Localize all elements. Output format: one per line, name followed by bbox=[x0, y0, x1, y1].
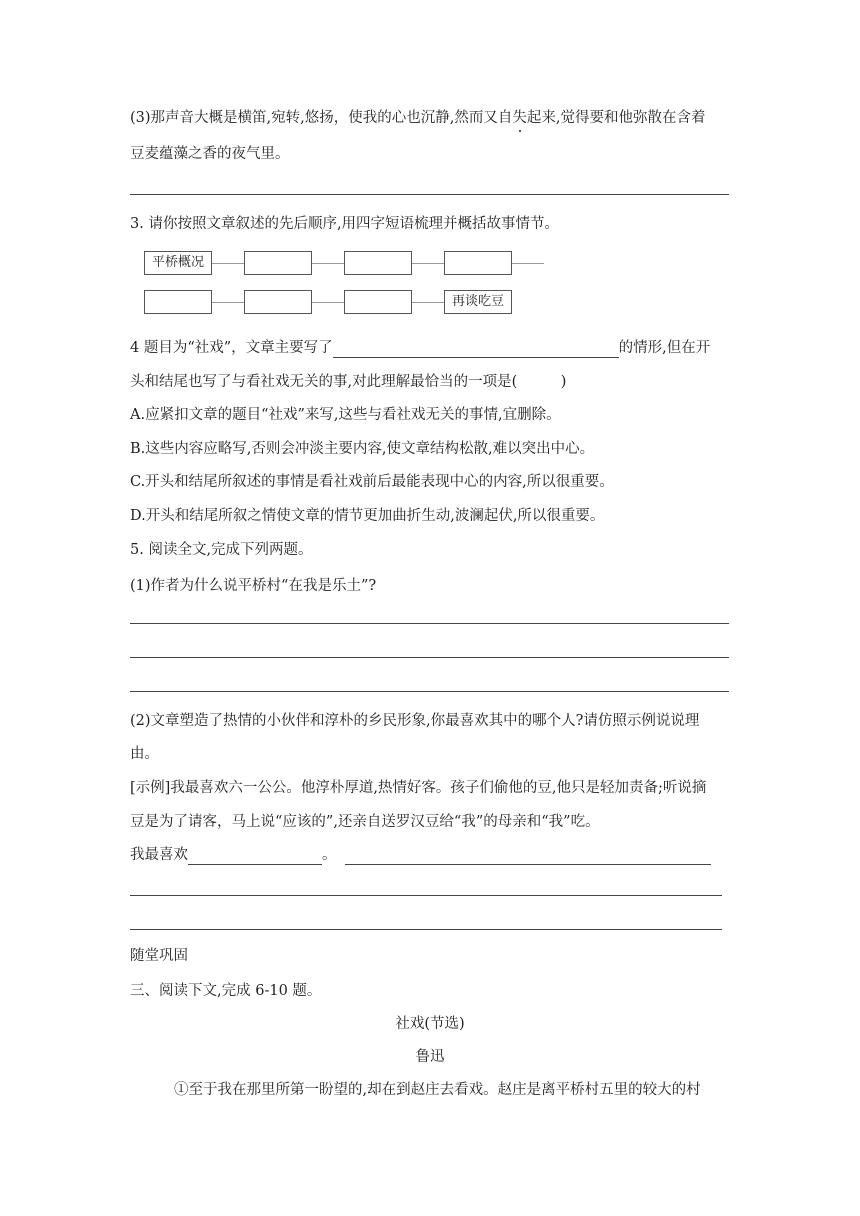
answer-line[interactable] bbox=[130, 691, 729, 692]
plot-box-4[interactable] bbox=[444, 251, 512, 275]
q5-answer-line: 我最喜欢 。 bbox=[130, 845, 711, 865]
answer-line[interactable] bbox=[130, 895, 722, 896]
answer-line[interactable] bbox=[130, 623, 729, 624]
example-line2: 豆是为了请客，马上说“应该的”,还亲自送罗汉豆给“我”的母亲和“我”吃。 bbox=[130, 814, 600, 830]
connector bbox=[212, 263, 244, 264]
connector bbox=[412, 302, 444, 303]
connector bbox=[412, 263, 444, 264]
q4-line1: 4 题目为“社戏”，文章主要写了 的情形,但在开 bbox=[130, 340, 711, 356]
answer-line[interactable] bbox=[130, 194, 729, 195]
q4-fill-blank[interactable] bbox=[333, 339, 619, 358]
connector bbox=[212, 302, 244, 303]
plot-box-5[interactable] bbox=[144, 290, 212, 314]
article-title: 社戏(节选) bbox=[395, 1016, 465, 1032]
example-line1: [示例]我最喜欢六一公公。他淳朴厚道,热情好客。孩子们偷他的豆,他只是轻加责备;听说摘 bbox=[130, 780, 707, 796]
part-title: 三、阅读下文,完成 6-10 题。 bbox=[130, 983, 322, 999]
reason-blank[interactable] bbox=[345, 846, 711, 865]
connector bbox=[512, 263, 544, 264]
plot-box-8: 再谈吃豆 bbox=[444, 290, 512, 314]
q2-sub3-line2: 豆麦蕴藻之香的夜气里。 bbox=[130, 146, 290, 162]
q2-sub3-line1: (3)那声音大概是横笛,宛转,悠扬，使我的心也沉静,然而又自失起来,觉得要和他弥散在含着 bbox=[130, 110, 706, 126]
plot-box-3[interactable] bbox=[344, 251, 412, 275]
plot-box-7[interactable] bbox=[344, 290, 412, 314]
answer-line[interactable] bbox=[130, 657, 729, 658]
section-heading: 随堂巩固 bbox=[130, 948, 188, 964]
q4-option-c[interactable]: C.开头和结尾所叙述的事情是看社戏前后最能表现中心的内容,所以很重要。 bbox=[130, 474, 614, 490]
q5-sub2-line2: 由。 bbox=[130, 746, 159, 762]
plot-box-1: 平桥概况 bbox=[144, 251, 212, 275]
article-author: 鲁迅 bbox=[415, 1049, 445, 1065]
favorite-person-blank[interactable] bbox=[188, 846, 322, 865]
q5-sub2-line1: (2)文章塑造了热情的小伙伴和淳朴的乡民形象,你最喜欢其中的哪个人?请仿照示例说说理 bbox=[130, 713, 700, 729]
connector bbox=[312, 263, 344, 264]
plot-box-2[interactable] bbox=[244, 251, 312, 275]
q5-sub1: (1)作者为什么说平桥村“在我是乐土”? bbox=[130, 578, 377, 594]
emphasis-dot-char: 失 bbox=[512, 110, 527, 126]
connector bbox=[312, 302, 344, 303]
answer-line[interactable] bbox=[130, 929, 722, 930]
plot-box-6[interactable] bbox=[244, 290, 312, 314]
q5-prompt: 5. 阅读全文,完成下列两题。 bbox=[130, 542, 313, 558]
q3-prompt: 3. 请你按照文章叙述的先后顺序,用四字短语梳理并概括故事情节。 bbox=[130, 216, 560, 232]
q4-option-d[interactable]: D.开头和结尾所叙之情使文章的情节更加曲折生动,波澜起伏,所以很重要。 bbox=[130, 508, 605, 524]
q4-line2: 头和结尾也写了与看社戏无关的事,对此理解最恰当的一项是( ) bbox=[130, 374, 567, 390]
q4-option-a[interactable]: A.应紧扣文章的题目“社戏”来写,这些与看社戏无关的事情,宜删除。 bbox=[130, 407, 561, 423]
article-paragraph: ①至于我在那里所第一盼望的,却在到赵庄去看戏。赵庄是离平桥村五里的较大的村 bbox=[174, 1082, 701, 1098]
q4-option-b[interactable]: B.这些内容应略写,否则会冲淡主要内容,使文章结构松散,难以突出中心。 bbox=[130, 441, 595, 457]
